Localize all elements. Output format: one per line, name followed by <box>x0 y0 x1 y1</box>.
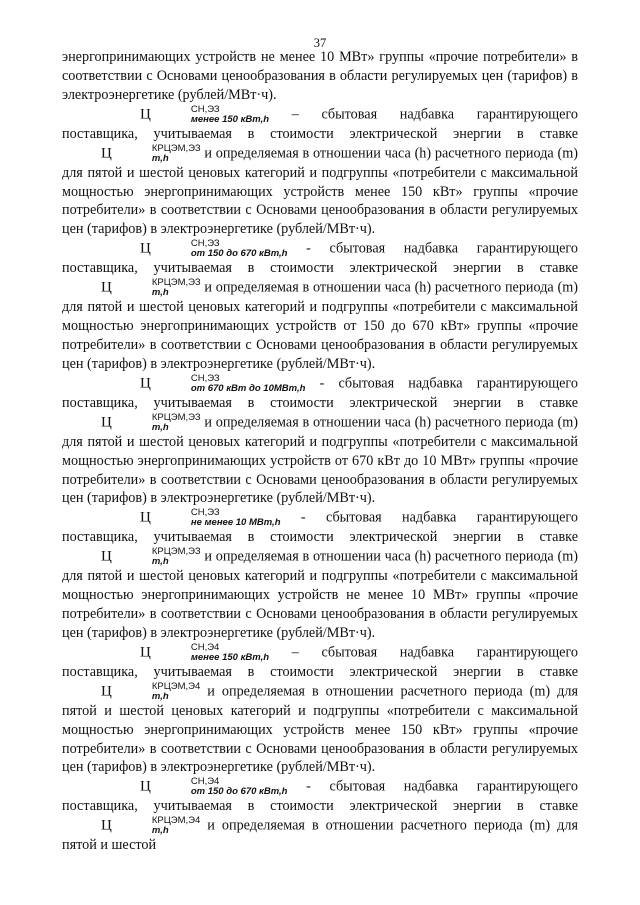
stavka-symbol: Ц КРЦЭМ,Э4 m,h <box>101 680 201 702</box>
formula-symbol: Ц СН,ЭЗ от 670 кВт до 10МВт,h <box>140 372 306 394</box>
document-body <box>62 48 578 855</box>
stavka-symbol: Ц КРЦЭМ,Э4 m,h <box>101 815 201 837</box>
stavka-symbol: Ц КРЦЭМ,ЭЗ m,h <box>101 546 201 568</box>
paragraph-text: – сбытовая надбавка гарантирующего поставщика, учитываемая в стоимости электрической энергии в ставке <box>62 644 578 680</box>
paragraph-text: и определяемая в отношении часа (h) расчетного периода (m) для пятой и шестой ценовых категорий и подгруппы «потребители с максимальной мощностью энергопринимающих устройств менее 150 кВт» группы «прочие потребители» в соответствии с Основами ценообразования в области регулируемых цен (тарифов) в электроэнергетике (рублей/МВт·ч). <box>62 144 578 238</box>
paragraph-text: и определяемая в отношении расчетного периода (m) для пятой и шестой ценовых категорий и подгруппы «потребители с максимальной мощностью энергопринимающих устройств менее 150 кВт» группы «прочие потребители» в соответствии с Основами ценообразования в области регулируемых цен (тарифов) в электроэнергетике (рублей/МВт·ч). <box>62 683 578 776</box>
paragraph-text: - сбытовая надбавка гарантирующего поставщика, учитываемая в стоимости электрической энергии в ставке <box>62 240 578 277</box>
paragraph-definition <box>62 508 578 643</box>
paragraph-text: и определяемая в отношении расчетного периода (m) для пятой и шестой <box>62 817 578 854</box>
paragraph-text: и определяемая в отношении часа (h) расчетного периода (m) для пятой и шестой ценовых категорий и подгруппы «потребители с максимальной мощностью энергопринимающих устройств от 670 кВт до 10 МВт» группы «прочие потребители» в соответствии с Основами ценообразования в области регулируемых цен (тарифов) в электроэнергетике (рублей/МВт·ч). <box>62 413 578 507</box>
stavka-symbol: Ц КРЦЭМ,ЭЗ m,h <box>101 142 201 164</box>
formula-symbol: Ц СН,ЭЗ не менее 10 МВт,h <box>140 507 281 529</box>
formula-symbol: Ц СН,ЭЗ менее 150 кВт,h <box>140 103 270 125</box>
stavka-symbol: Ц КРЦЭМ,ЭЗ m,h <box>101 411 201 433</box>
paragraph-definition <box>62 643 578 778</box>
paragraph-text: – сбытовая надбавка гарантирующего поставщика, учитываемая в стоимости электрической энергии в ставке <box>62 105 578 142</box>
paragraph-definition <box>62 239 578 374</box>
stavka-symbol: Ц КРЦЭМ,ЭЗ m,h <box>101 277 201 299</box>
paragraph-text: - сбытовая надбавка гарантирующего поставщика, учитываемая в стоимости электрической энергии в ставке <box>62 509 578 546</box>
formula-symbol: Ц СН,Э4 менее 150 кВт,h <box>140 641 270 663</box>
page-number: 37 <box>313 36 327 50</box>
paragraph-text: - сбытовая надбавка гарантирующего поставщика, учитываемая в стоимости электрической энергии в ставке <box>62 778 578 815</box>
paragraph-text: и определяемая в отношении часа (h) расчетного периода (m) для пятой и шестой ценовых категорий и подгруппы «потребители с максимальной мощностью энергопринимающих устройств не менее 10 МВт» группы «прочие потребители» в соответствии с Основами ценообразования в области регулируемых цен (тарифов) в электроэнергетике (рублей/МВт·ч). <box>62 548 578 641</box>
paragraph-text: - сбытовая надбавка гарантирующего поставщика, учитываемая в стоимости электрической энергии в ставке <box>62 375 578 411</box>
formula-symbol: Ц СН,ЭЗ от 150 до 670 кВт,h <box>140 238 288 260</box>
formula-symbol: Ц СН,Э4 от 150 до 670 кВт,h <box>140 776 288 798</box>
paragraph-text: энергопринимающих устройств не менее 10 МВт» группы «прочие потребители» в соответствии с Основами ценообразования в области регулируемых цен (тарифов) в электроэнергетике (рублей/МВт·ч). <box>62 49 578 103</box>
paragraph-continuation <box>62 48 578 105</box>
paragraph-text: и определяемая в отношении часа (h) расчетного периода (m) для пятой и шестой ценовых категорий и подгруппы «потребители с максимальной мощностью энергопринимающих устройств от 150 до 670 кВт» группы «прочие потребители» в соответствии с Основами ценообразования в области регулируемых цен (тарифов) в электроэнергетике (рублей/МВт·ч). <box>62 279 578 372</box>
paragraph-definition <box>62 777 578 855</box>
paragraph-definition <box>62 374 578 509</box>
paragraph-definition <box>62 105 578 240</box>
